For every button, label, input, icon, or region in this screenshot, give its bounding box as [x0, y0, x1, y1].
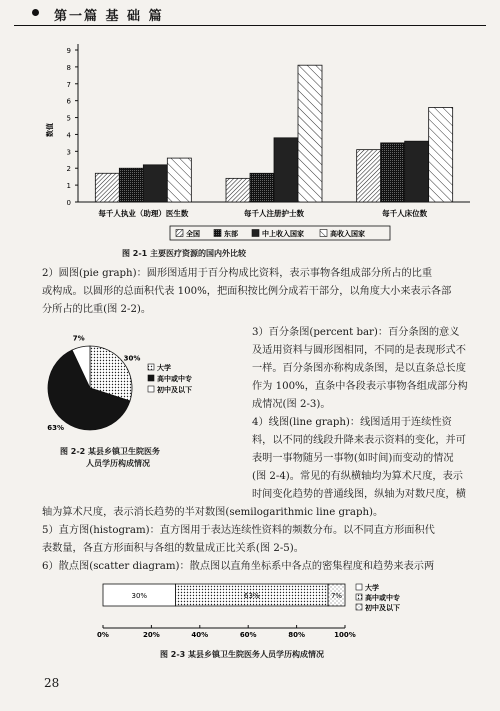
pie-data-label: 30%	[123, 354, 141, 363]
text-line: 作为 100%，直条中各段表示事物各组成部分构	[252, 381, 468, 392]
paragraph-line-graph-end: 轴为算术尺度，表示消长趋势的半对数图(semilogarithmic line graph)。	[42, 507, 384, 518]
legend-swatch	[148, 386, 154, 392]
segment-data-label: 7%	[330, 592, 343, 600]
x-category-label: 每千人床位数	[382, 209, 428, 218]
legend-label: 高收入国家	[330, 230, 365, 238]
legend-label: 初中及以下	[365, 604, 400, 612]
bar	[119, 168, 143, 202]
legend-label: 初中及以下	[157, 386, 192, 394]
legend-swatch	[320, 230, 327, 237]
x-category-label: 每千人执业（助理）医生数	[98, 209, 189, 218]
bar	[95, 173, 119, 202]
bar	[167, 158, 191, 202]
legend-swatch	[356, 604, 362, 610]
figure-2-3-caption: 图 2-3 某县乡镇卫生院医务人员学历构成情况	[160, 650, 325, 659]
bar	[357, 150, 381, 202]
bar	[405, 141, 429, 202]
figure-2-3-percent-bar	[0, 576, 500, 646]
segment-data-label: 63%	[244, 592, 260, 600]
text-line: 2）圆图(pie graph)：圆形图适用于百分构成比资料，表示事物各组成部分所占的比重	[42, 268, 433, 279]
y-tick-label: 1	[66, 182, 71, 191]
legend-label: 高中或中专	[365, 594, 400, 602]
segment-data-label: 30%	[131, 592, 148, 600]
legend-label: 中上收入国家	[262, 230, 304, 238]
text-line: 5）直方图(histogram)：直方图用于表达连续性资料的频数分布。以不同直方形面积代	[42, 525, 435, 536]
running-header	[14, 4, 486, 26]
text-line: 表明一事物随另一事物(如时间)而变动的情况	[252, 453, 454, 464]
paragraph-scatter: 6）散点图(scatter diagram)：散点图以直角坐标系中各点的密集程度和趋势来表示两	[42, 561, 435, 572]
legend-swatch	[356, 584, 362, 590]
legend-label: 东部	[224, 230, 238, 238]
figure-2-1-caption: 图 2-1 主要医疗资源的国内外比较	[122, 249, 247, 258]
paragraph-line-graph	[252, 414, 474, 504]
x-tick-label: 40%	[191, 631, 209, 639]
legend-swatch	[214, 230, 221, 237]
y-tick-label: 2	[66, 165, 71, 174]
text-line: 及适用资料与圆形图相同，不同的是表现形式不	[252, 345, 466, 356]
paragraph-pie-graph	[42, 265, 472, 319]
text-line: 3）百分条图(percent bar)：百分条图的意义	[252, 327, 460, 338]
text-line: (图 2-4)。常见的有纵横轴均为算术尺度，表示	[252, 471, 463, 482]
x-tick-label: 80%	[288, 631, 305, 639]
figure-2-1-bar-chart	[0, 30, 500, 245]
text-line: 成情况(图 2-3)。	[252, 399, 331, 410]
bullet-icon	[32, 9, 39, 16]
legend-swatch	[356, 594, 362, 600]
legend-swatch	[148, 364, 154, 370]
y-tick-label: 5	[66, 114, 71, 123]
y-tick-label: 7	[66, 80, 71, 89]
legend-swatch	[252, 230, 259, 237]
legend-label: 大学	[365, 584, 379, 592]
page-number: 28	[44, 676, 60, 690]
legend-swatch	[148, 375, 154, 381]
bar	[226, 178, 250, 202]
y-tick-label: 0	[66, 199, 71, 207]
y-tick-label: 4	[66, 131, 71, 140]
text-line: 分所占的比重(图 2-2)。	[42, 304, 152, 315]
x-tick-label: 0%	[97, 631, 109, 639]
legend-swatch	[176, 230, 183, 237]
text-line: 表数量，各直方形面积与各组的数量成正比关系(图 2-5)。	[42, 543, 304, 554]
bar	[143, 165, 167, 202]
x-tick-label: 20%	[143, 631, 160, 639]
header-rule	[14, 25, 486, 26]
bar	[250, 173, 274, 202]
paragraph-histogram	[42, 522, 472, 558]
text-line: 时间变化趋势的普通线图，纵轴为对数尺度，横	[252, 489, 466, 500]
pie-data-label: 63%	[47, 424, 64, 433]
figure-2-2-caption-line2: 人员学历构成情况	[86, 459, 150, 468]
text-line: 4）线图(line graph)：线图适用于连续性资	[252, 417, 452, 428]
y-tick-label: 9	[66, 47, 71, 55]
y-tick-label: 6	[66, 97, 71, 106]
y-tick-label: 3	[66, 148, 71, 157]
x-category-label: 每千人注册护士数	[244, 209, 304, 218]
x-tick-label: 60%	[239, 631, 257, 639]
text-line: 料，以不同的线段升降来表示资料的变化，并可	[252, 435, 466, 446]
figure-2-2-caption-line1: 图 2-2 某县乡镇卫生院医务	[60, 447, 161, 456]
bar	[298, 65, 322, 202]
legend-label: 大学	[157, 364, 171, 372]
figure-2-2-pie-chart	[30, 332, 250, 442]
x-tick-label: 100%	[334, 631, 356, 639]
paragraph-percent-bar	[252, 324, 474, 414]
pie-data-label: 7%	[72, 334, 85, 343]
y-axis-label: 数值	[46, 123, 54, 137]
bar	[381, 143, 405, 202]
bar	[429, 107, 453, 202]
y-tick-label: 8	[66, 63, 71, 72]
legend-label: 高中或中专	[157, 375, 192, 383]
text-line: 或构成。以圆形的总面积代表 100%，把面积按比例分成若干部分，以角度大小来表示各部	[42, 286, 452, 297]
bar	[274, 138, 298, 202]
text-line: 一样。百分条图亦称构成条图，是以直条总长度	[252, 363, 466, 374]
header-title: 第一篇 基 础 篇	[54, 9, 164, 24]
legend-label: 全国	[186, 230, 200, 238]
